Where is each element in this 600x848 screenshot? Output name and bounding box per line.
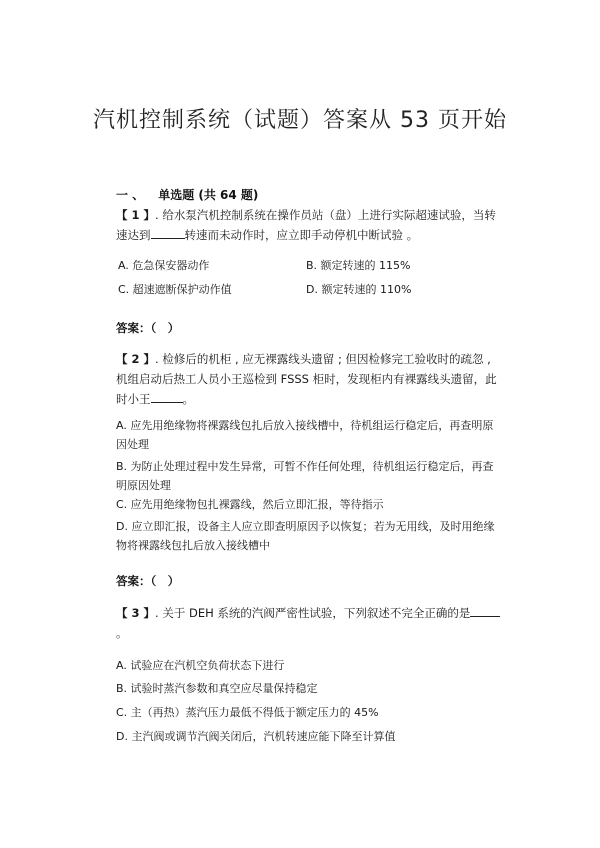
question-text-before: . 关于 DEH 系统的汽阀严密性试验，下列叙述不完全正确的是 bbox=[155, 606, 471, 620]
question-2-text bbox=[116, 349, 501, 409]
q2-answer: 答案：（ ） bbox=[116, 574, 180, 588]
question-3-text bbox=[116, 603, 501, 643]
answer-blank bbox=[470, 604, 500, 617]
q2-option-a: A. 应先用绝缘物将裸露线包扎后放入接线槽中，待机组运行稳定后，再查明原因处理 bbox=[116, 419, 494, 451]
q3-option-d: D. 主汽阀或调节汽阀关闭后，汽机转速应能下降至计算值 bbox=[116, 730, 396, 743]
question-text-after: 。 bbox=[116, 626, 128, 640]
question-1-text bbox=[116, 205, 501, 245]
question-text-before: . 给水泵汽机控制系统在操作员站（盘）上进行实际超速试验，当转速达到 bbox=[116, 208, 496, 242]
q3-option-c: C. 主（再热）蒸汽压力最低不得低于额定压力的 45% bbox=[116, 706, 379, 719]
q1-option-d: D. 额定转速的 110% bbox=[306, 283, 412, 296]
q2-option-c: C. 应先用绝缘物包扎裸露线，然后立即汇报，等待指示 bbox=[116, 498, 384, 511]
question-number: 【 2 】 bbox=[116, 352, 156, 366]
question-text-after: 。 bbox=[182, 392, 194, 406]
q3-option-b: B. 试验时蒸汽参数和真空应尽量保持稳定 bbox=[116, 682, 318, 695]
q1-option-c: C. 超速遮断保护动作值 bbox=[118, 283, 232, 296]
q1-option-b: B. 额定转速的 115% bbox=[306, 259, 411, 272]
section-prefix: 一 、 bbox=[116, 188, 145, 202]
answer-blank bbox=[151, 226, 185, 239]
question-text-after: 转速而未动作时，应立即手动停机中断试验 。 bbox=[184, 228, 419, 242]
question-number: 【 3 】 bbox=[116, 606, 156, 620]
answer-blank bbox=[151, 390, 183, 403]
q3-option-a: A. 试验应在汽机空负荷状态下进行 bbox=[116, 659, 285, 672]
question-number: 【 1 】 bbox=[116, 208, 156, 222]
section-heading bbox=[116, 186, 258, 203]
question-text-before: . 检修后的机柜 , 应无裸露线头遗留 ; 但因检修完工验收时的疏忽 , 机组启动后热工人员小王巡检到 FSSS 柜时，发现柜内有裸露线头遗留，此时小王 bbox=[116, 352, 497, 406]
q2-option-b: B. 为防止处理过程中发生异常，可暂不作任何处理，待机组运行稳定后，再查明原因处理 bbox=[116, 460, 494, 492]
q1-answer: 答案：（ ） bbox=[116, 321, 180, 335]
section-label: 单选题 (共 64 题) bbox=[158, 188, 259, 202]
q1-option-a: A. 危急保安器动作 bbox=[118, 259, 210, 272]
document-title: 汽机控制系统（试题）答案从 53 页开始 bbox=[93, 108, 507, 133]
q2-option-d: D. 应立即汇报，设备主人应立即查明原因予以恢复；若为无用线，及时用绝缘物将裸露线包扎后放入接线槽中 bbox=[116, 520, 495, 552]
